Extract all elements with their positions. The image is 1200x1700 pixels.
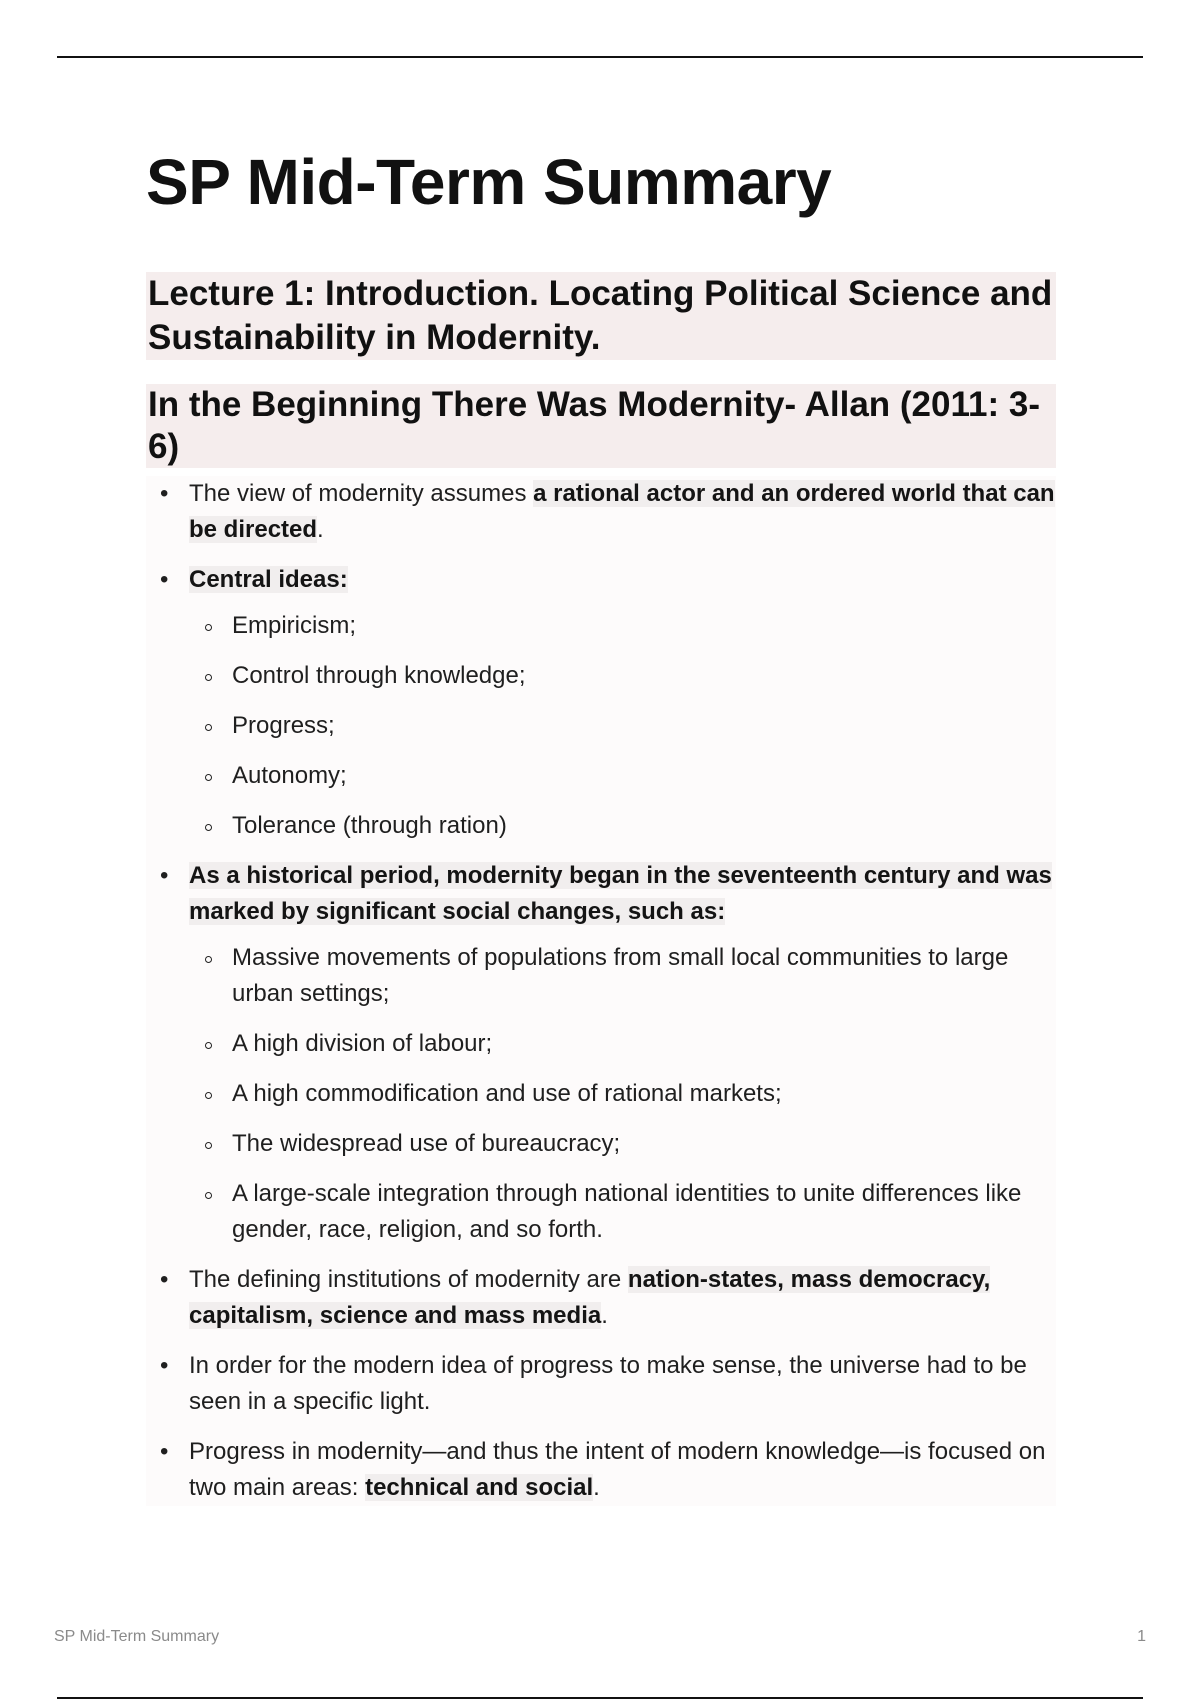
list-item	[146, 1434, 1056, 1506]
bullet-emphasis: Central ideas:	[189, 566, 348, 593]
top-rule	[57, 56, 1143, 58]
sub-list-item: Empiricism;	[189, 608, 1056, 644]
notes-body	[146, 476, 1056, 1506]
list-item	[146, 562, 1056, 844]
page-title: SP Mid-Term Summary	[146, 146, 832, 218]
list-item	[146, 1262, 1056, 1334]
list-item	[146, 476, 1056, 548]
footer-title: SP Mid-Term Summary	[54, 1628, 220, 1645]
bullet-text: The defining institutions of modernity are	[189, 1266, 628, 1293]
sub-bullet-list	[189, 940, 1056, 1248]
sub-list-item: A high division of labour;	[189, 1026, 1056, 1062]
bullet-emphasis: a rational actor and an ordered world that can be directed	[189, 480, 1055, 543]
list-item	[146, 1348, 1056, 1420]
sub-list-item: Control through knowledge;	[189, 658, 1056, 694]
sub-list-item: Autonomy;	[189, 758, 1056, 794]
sub-list-item: Tolerance (through ration)	[189, 808, 1056, 844]
bullet-list	[146, 476, 1056, 1506]
list-item	[146, 858, 1056, 1248]
bullet-emphasis: As a historical period, modernity began in the seventeenth century and was marked by significant social changes, such as:	[189, 862, 1052, 925]
bottom-rule	[57, 1697, 1143, 1699]
sub-list-item: A large-scale integration through national identities to unite differences like gender, race, religion, and so forth.	[189, 1176, 1056, 1248]
bullet-text-end: .	[593, 1474, 600, 1501]
bullet-text-end: .	[317, 516, 324, 543]
lecture-heading: Lecture 1: Introduction. Locating Political Science and Sustainability in Modernity.	[146, 272, 1056, 360]
document-content	[146, 140, 1056, 1520]
bullet-emphasis: nation-states, mass democracy, capitalism, science and mass media	[189, 1266, 991, 1329]
sub-list-item: Progress;	[189, 708, 1056, 744]
sub-bullet-list	[189, 608, 1056, 844]
bullet-emphasis: technical and social	[365, 1474, 594, 1501]
page-number: 1	[1137, 1628, 1146, 1645]
sub-list-item: The widespread use of bureaucracy;	[189, 1126, 1056, 1162]
bullet-text: The view of modernity assumes	[189, 480, 534, 507]
section-heading: In the Beginning There Was Modernity- Allan (2011: 3-6)	[146, 384, 1056, 468]
bullet-text: In order for the modern idea of progress to make sense, the universe had to be seen in a specific light.	[189, 1352, 1027, 1415]
sub-list-item: Massive movements of populations from small local communities to large urban settings;	[189, 940, 1056, 1012]
bullet-text: Progress in modernity—and thus the intent of modern knowledge—is focused on two main areas:	[189, 1438, 1046, 1501]
bullet-text-end: .	[601, 1302, 608, 1329]
sub-list-item: A high commodification and use of rational markets;	[189, 1076, 1056, 1112]
